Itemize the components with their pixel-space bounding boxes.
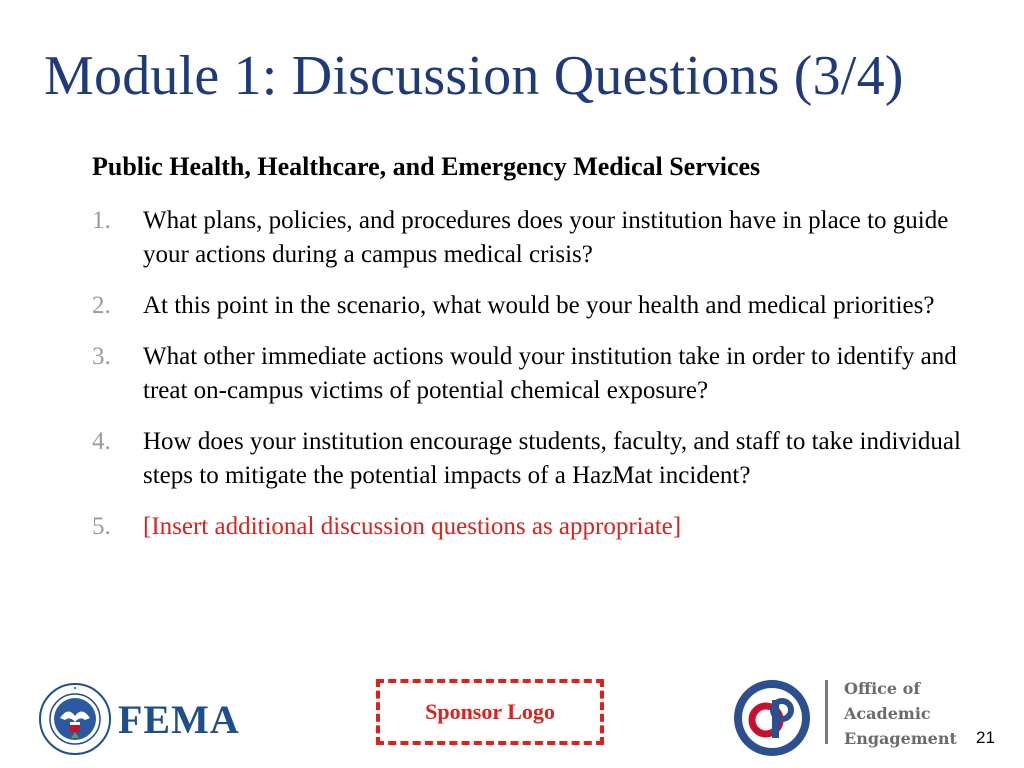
question-number: 5.: [92, 513, 111, 540]
slide-title: Module 1: Discussion Questions (3/4): [44, 45, 904, 107]
fema-wordmark: FEMA: [118, 697, 240, 742]
question-item: [92, 204, 972, 272]
oae-line: Academic: [844, 704, 931, 723]
fema-logo: [38, 682, 248, 756]
question-item: [92, 425, 972, 493]
question-placeholder-text: [Insert additional discussion questions as appropriate]: [143, 513, 682, 540]
question-text: What other immediate actions would your institution take in order to identify and treat on-campus victims of potential chemical exposure?: [143, 343, 957, 404]
question-list: [92, 204, 972, 561]
question-number: 2.: [92, 292, 111, 319]
oae-line: Engagement: [844, 729, 957, 748]
question-item: [92, 340, 972, 408]
question-item-placeholder: [92, 510, 972, 544]
campus-resilience-logo-icon: [732, 678, 812, 758]
dhs-seal-icon: [38, 682, 112, 756]
question-number: 1.: [92, 207, 111, 234]
oae-line: Office of: [844, 679, 921, 698]
oae-text: [844, 676, 957, 751]
oae-logo: [732, 672, 962, 758]
question-text: How does your institution encourage students, faculty, and staff to take individual steps to mitigate the potential impacts of a HazMat incident?: [143, 428, 961, 489]
question-number: 4.: [92, 428, 111, 455]
oae-divider: [825, 680, 828, 744]
question-number: 3.: [92, 343, 111, 370]
sponsor-logo-label: Sponsor Logo: [425, 699, 555, 724]
question-item: [92, 289, 972, 323]
page-number: 21: [976, 728, 995, 747]
question-text: At this point in the scenario, what would be your health and medical priorities?: [143, 292, 935, 319]
section-heading: Public Health, Healthcare, and Emergency Medical Services: [92, 152, 761, 181]
sponsor-logo-placeholder: [376, 679, 604, 745]
question-text: What plans, policies, and procedures does your institution have in place to guide your actions during a campus medical crisis?: [143, 207, 949, 268]
